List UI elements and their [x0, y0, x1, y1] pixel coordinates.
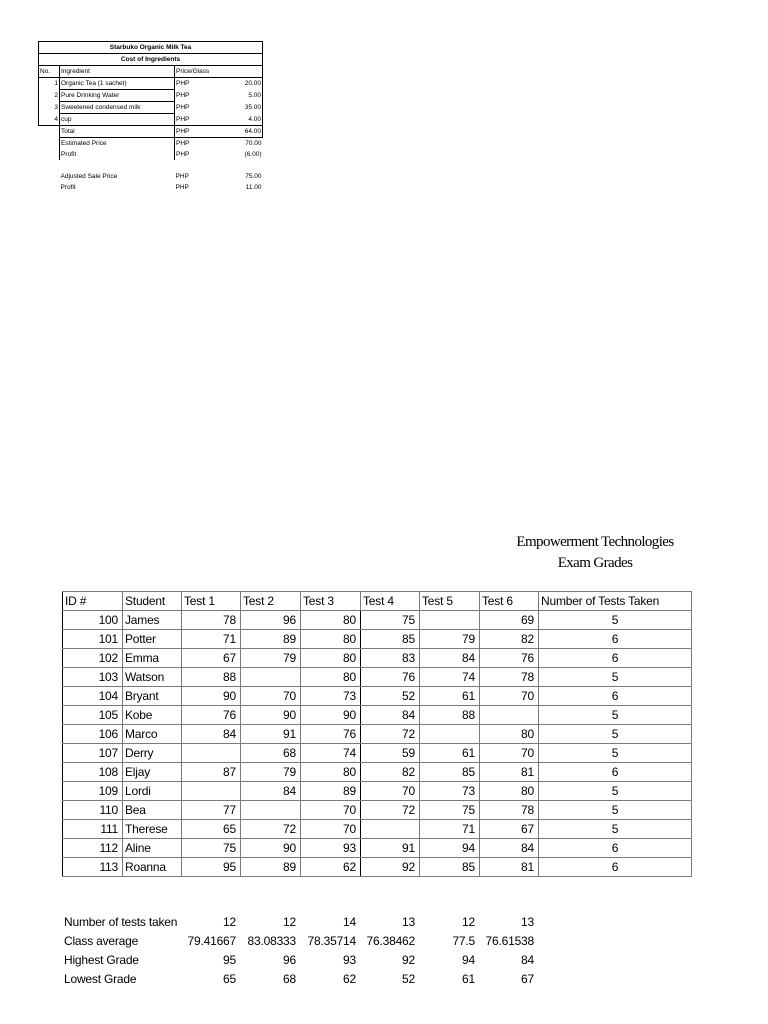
- test-2-score: 90: [241, 839, 301, 858]
- tests-taken-count: 6: [539, 839, 692, 858]
- tests-taken-count: 5: [539, 820, 692, 839]
- test-1-score: 78: [182, 611, 241, 630]
- header-test-4: Test 4: [361, 592, 420, 611]
- test-5-score: 88: [420, 706, 480, 725]
- cost-estimated-row: [39, 138, 263, 150]
- cost-item-name: Pure Drinking Water: [60, 90, 175, 102]
- stats-value-test-5: 94: [462, 952, 475, 967]
- test-2-score: [241, 668, 301, 687]
- test-1-score: 87: [182, 763, 241, 782]
- stats-label: Class average: [64, 933, 139, 948]
- cost-row: [39, 90, 263, 102]
- test-1-score: 88: [182, 668, 241, 687]
- student-name: Emma: [123, 649, 182, 668]
- student-id: 101: [63, 630, 123, 649]
- header-test-6: Test 6: [480, 592, 539, 611]
- cost-subtitle: Cost of Ingredients: [39, 54, 263, 66]
- test-2-score: [241, 801, 301, 820]
- grades-title: Empowerment Technologies: [516, 534, 674, 550]
- student-name: Potter: [123, 630, 182, 649]
- cost-profit-currency: PHP: [176, 151, 190, 158]
- stats-value-test-3: 93: [343, 952, 356, 967]
- cost-total-currency: PHP: [175, 126, 211, 138]
- stats-row: [62, 912, 538, 931]
- grade-row: [63, 801, 692, 820]
- test-4-score: 92: [361, 858, 420, 877]
- cost-item-name: Sweetened condensed milk: [60, 102, 175, 114]
- cost-adjusted-profit-value: 11.00: [245, 184, 262, 191]
- cost-adjusted-profit-currency: PHP: [175, 184, 189, 191]
- student-id: 112: [63, 839, 123, 858]
- cost-item-currency: PHP: [176, 92, 190, 99]
- cost-adjusted-price-value: 75.00: [245, 173, 262, 180]
- test-6-score: 80: [480, 782, 539, 801]
- cost-profit-row: [39, 149, 263, 160]
- header-test-3: Test 3: [301, 592, 361, 611]
- tests-taken-count: 5: [539, 668, 692, 687]
- test-4-score: 84: [361, 706, 420, 725]
- tests-taken-count: 5: [539, 801, 692, 820]
- student-id: 110: [63, 801, 123, 820]
- test-4-score: [361, 820, 420, 839]
- student-name: Eljay: [123, 763, 182, 782]
- header-test-2: Test 2: [241, 592, 301, 611]
- stats-value-test-3: 78.35714: [307, 933, 356, 948]
- test-3-score: 90: [301, 706, 361, 725]
- student-id: 103: [63, 668, 123, 687]
- test-2-score: 89: [241, 630, 301, 649]
- stats-value-test-6: 76.61538: [485, 933, 534, 948]
- test-5-score: [420, 725, 480, 744]
- test-3-score: 76: [301, 725, 361, 744]
- cost-profit-value: (6.00): [244, 151, 262, 158]
- tests-taken-count: 6: [539, 687, 692, 706]
- grade-row: [63, 820, 692, 839]
- grades-statistics: [62, 912, 538, 988]
- exam-grades-sheet: [62, 591, 692, 877]
- cost-row: [39, 114, 263, 126]
- student-id: 109: [63, 782, 123, 801]
- student-id: 108: [63, 763, 123, 782]
- stats-value-test-4: 92: [402, 952, 415, 967]
- grade-row: [63, 668, 692, 687]
- test-1-score: 95: [182, 858, 241, 877]
- test-1-score: 76: [182, 706, 241, 725]
- cost-header-ingredient: Ingredient: [60, 66, 175, 78]
- grade-row: [63, 744, 692, 763]
- stats-value-test-4: 13: [402, 914, 415, 929]
- student-id: 111: [63, 820, 123, 839]
- test-3-score: 70: [301, 801, 361, 820]
- test-1-score: 77: [182, 801, 241, 820]
- stats-row: [62, 931, 538, 950]
- test-1-score: [182, 744, 241, 763]
- stats-value-test-3: 62: [343, 971, 356, 986]
- test-4-score: 83: [361, 649, 420, 668]
- grades-header-row: [63, 592, 692, 611]
- cost-item-no: 2: [39, 90, 60, 102]
- test-3-score: 80: [301, 649, 361, 668]
- cost-adjusted-profit-row: [39, 182, 263, 193]
- cost-estimated-currency: PHP: [176, 140, 190, 147]
- cost-item-price: 35.00: [211, 102, 263, 114]
- test-6-score: 78: [480, 668, 539, 687]
- tests-taken-count: 5: [539, 782, 692, 801]
- cost-header-no: No.: [39, 66, 60, 78]
- test-5-score: 61: [420, 744, 480, 763]
- cost-item-name: Organic Tea (1 sachet): [60, 78, 175, 90]
- tests-taken-count: 6: [539, 630, 692, 649]
- cost-item-currency: PHP: [176, 104, 190, 111]
- cost-total-value: 64.00: [211, 126, 263, 138]
- student-name: Kobe: [123, 706, 182, 725]
- test-1-score: 84: [182, 725, 241, 744]
- test-1-score: 90: [182, 687, 241, 706]
- test-1-score: 71: [182, 630, 241, 649]
- cost-table: [38, 41, 263, 193]
- tests-taken-count: 6: [539, 649, 692, 668]
- test-4-score: 85: [361, 630, 420, 649]
- test-3-score: 74: [301, 744, 361, 763]
- grades-subtitle: Exam Grades: [557, 555, 633, 571]
- cost-of-ingredients-sheet: [38, 41, 262, 193]
- stats-value-test-6: 67: [521, 971, 534, 986]
- test-5-score: 75: [420, 801, 480, 820]
- grade-row: [63, 839, 692, 858]
- cost-row: [39, 78, 263, 90]
- test-3-score: 80: [301, 630, 361, 649]
- header-test-5: Test 5: [420, 592, 480, 611]
- test-6-score: 78: [480, 801, 539, 820]
- test-3-score: 70: [301, 820, 361, 839]
- stats-value-test-5: 12: [462, 914, 475, 929]
- test-3-score: 89: [301, 782, 361, 801]
- test-1-score: 75: [182, 839, 241, 858]
- test-6-score: 69: [480, 611, 539, 630]
- test-3-score: 93: [301, 839, 361, 858]
- test-2-score: 84: [241, 782, 301, 801]
- test-6-score: 80: [480, 725, 539, 744]
- test-2-score: 68: [241, 744, 301, 763]
- stats-value-test-4: 52: [402, 971, 415, 986]
- grade-row: [63, 611, 692, 630]
- stats-row: [62, 969, 538, 988]
- test-4-score: 76: [361, 668, 420, 687]
- grade-row: [63, 706, 692, 725]
- tests-taken-count: 6: [539, 763, 692, 782]
- grade-row: [63, 649, 692, 668]
- grade-row: [63, 763, 692, 782]
- stats-value-test-3: 14: [343, 914, 356, 929]
- test-3-score: 80: [301, 763, 361, 782]
- cost-title: Starbuko Organic Milk Tea: [39, 42, 263, 54]
- stats-label: Lowest Grade: [64, 971, 137, 986]
- student-name: Marco: [123, 725, 182, 744]
- cost-item-price: 5.00: [211, 90, 263, 102]
- student-id: 104: [63, 687, 123, 706]
- stats-value-test-2: 96: [283, 952, 296, 967]
- tests-taken-count: 5: [539, 706, 692, 725]
- student-id: 113: [63, 858, 123, 877]
- test-5-score: 74: [420, 668, 480, 687]
- cost-profit-label: Profit: [60, 149, 175, 160]
- test-5-score: 85: [420, 763, 480, 782]
- stats-value-test-2: 12: [283, 914, 296, 929]
- grade-row: [63, 858, 692, 877]
- stats-value-test-1: 79.41667: [187, 933, 236, 948]
- test-5-score: 73: [420, 782, 480, 801]
- test-1-score: [182, 782, 241, 801]
- student-name: Aline: [123, 839, 182, 858]
- stats-label: Number of tests taken: [64, 914, 178, 929]
- test-4-score: 70: [361, 782, 420, 801]
- student-id: 106: [63, 725, 123, 744]
- test-4-score: 91: [361, 839, 420, 858]
- cost-adjusted-price-row: [39, 171, 263, 182]
- stats-value-test-6: 84: [521, 952, 534, 967]
- test-5-score: [420, 611, 480, 630]
- student-id: 102: [63, 649, 123, 668]
- test-2-score: 70: [241, 687, 301, 706]
- test-5-score: 84: [420, 649, 480, 668]
- student-name: Bea: [123, 801, 182, 820]
- cost-adjusted-price-currency: PHP: [175, 173, 189, 180]
- test-5-score: 85: [420, 858, 480, 877]
- header-id: ID #: [63, 592, 123, 611]
- cost-estimated-label: Estimated Price: [60, 138, 175, 150]
- grade-row: [63, 782, 692, 801]
- stats-value-test-2: 68: [283, 971, 296, 986]
- test-2-score: 72: [241, 820, 301, 839]
- cost-item-no: 3: [39, 102, 60, 114]
- stats-table: [62, 912, 538, 988]
- test-2-score: 96: [241, 611, 301, 630]
- test-2-score: 90: [241, 706, 301, 725]
- cost-header-price: Price/Glass: [175, 66, 263, 78]
- cost-total-row: [39, 126, 263, 138]
- test-6-score: 82: [480, 630, 539, 649]
- test-6-score: 70: [480, 687, 539, 706]
- cost-item-currency: PHP: [176, 80, 190, 88]
- test-6-score: 84: [480, 839, 539, 858]
- test-3-score: 62: [301, 858, 361, 877]
- test-5-score: 79: [420, 630, 480, 649]
- stats-value-test-1: 95: [223, 952, 236, 967]
- test-2-score: 79: [241, 649, 301, 668]
- stats-value-test-1: 65: [223, 971, 236, 986]
- test-4-score: 59: [361, 744, 420, 763]
- test-3-score: 73: [301, 687, 361, 706]
- test-4-score: 82: [361, 763, 420, 782]
- stats-value-test-5: 77.5: [452, 933, 475, 948]
- student-name: Bryant: [123, 687, 182, 706]
- test-3-score: 80: [301, 611, 361, 630]
- stats-value-test-4: 76.38462: [366, 933, 415, 948]
- cost-item-price: 20.00: [211, 78, 263, 90]
- tests-taken-count: 5: [539, 744, 692, 763]
- test-6-score: 76: [480, 649, 539, 668]
- cost-adjusted-profit-label: Profit: [60, 184, 76, 191]
- student-name: Derry: [123, 744, 182, 763]
- test-6-score: [480, 706, 539, 725]
- cost-row: [39, 102, 263, 114]
- header-tests-taken: Number of Tests Taken: [539, 592, 692, 611]
- test-2-score: 89: [241, 858, 301, 877]
- student-name: Therese: [123, 820, 182, 839]
- stats-label: Highest Grade: [64, 952, 139, 967]
- test-6-score: 70: [480, 744, 539, 763]
- test-4-score: 72: [361, 725, 420, 744]
- test-6-score: 67: [480, 820, 539, 839]
- student-name: Roanna: [123, 858, 182, 877]
- stats-value-test-1: 12: [223, 914, 236, 929]
- stats-row: [62, 950, 538, 969]
- grade-row: [63, 725, 692, 744]
- tests-taken-count: 6: [539, 858, 692, 877]
- cost-item-currency: PHP: [175, 114, 211, 126]
- cost-estimated-value: 70.00: [245, 140, 262, 147]
- test-5-score: 71: [420, 820, 480, 839]
- test-5-score: 94: [420, 839, 480, 858]
- test-1-score: 65: [182, 820, 241, 839]
- student-id: 105: [63, 706, 123, 725]
- test-1-score: 67: [182, 649, 241, 668]
- cost-total-label: Total: [60, 126, 175, 138]
- cost-adjusted-price-label: Adjusted Sale Price: [60, 173, 118, 180]
- test-4-score: 52: [361, 687, 420, 706]
- student-id: 107: [63, 744, 123, 763]
- test-4-score: 72: [361, 801, 420, 820]
- grade-row: [63, 630, 692, 649]
- test-3-score: 80: [301, 668, 361, 687]
- test-4-score: 75: [361, 611, 420, 630]
- stats-value-test-5: 61: [462, 971, 475, 986]
- student-id: 100: [63, 611, 123, 630]
- student-name: Watson: [123, 668, 182, 687]
- header-student: Student: [123, 592, 182, 611]
- header-test-1: Test 1: [182, 592, 241, 611]
- student-name: James: [123, 611, 182, 630]
- test-2-score: 91: [241, 725, 301, 744]
- stats-value-test-6: 13: [521, 914, 534, 929]
- cost-item-no: 1: [39, 78, 60, 90]
- stats-value-test-2: 83.08333: [247, 933, 296, 948]
- student-name: Lordi: [123, 782, 182, 801]
- tests-taken-count: 5: [539, 725, 692, 744]
- grades-title-block: [460, 532, 730, 574]
- cost-item-no: 4: [39, 114, 60, 126]
- grades-table: [62, 591, 692, 877]
- tests-taken-count: 5: [539, 611, 692, 630]
- grade-row: [63, 687, 692, 706]
- test-6-score: 81: [480, 858, 539, 877]
- cost-item-price: 4.00: [211, 114, 263, 126]
- test-6-score: 81: [480, 763, 539, 782]
- cost-item-name: cup: [60, 114, 175, 126]
- test-5-score: 61: [420, 687, 480, 706]
- test-2-score: 79: [241, 763, 301, 782]
